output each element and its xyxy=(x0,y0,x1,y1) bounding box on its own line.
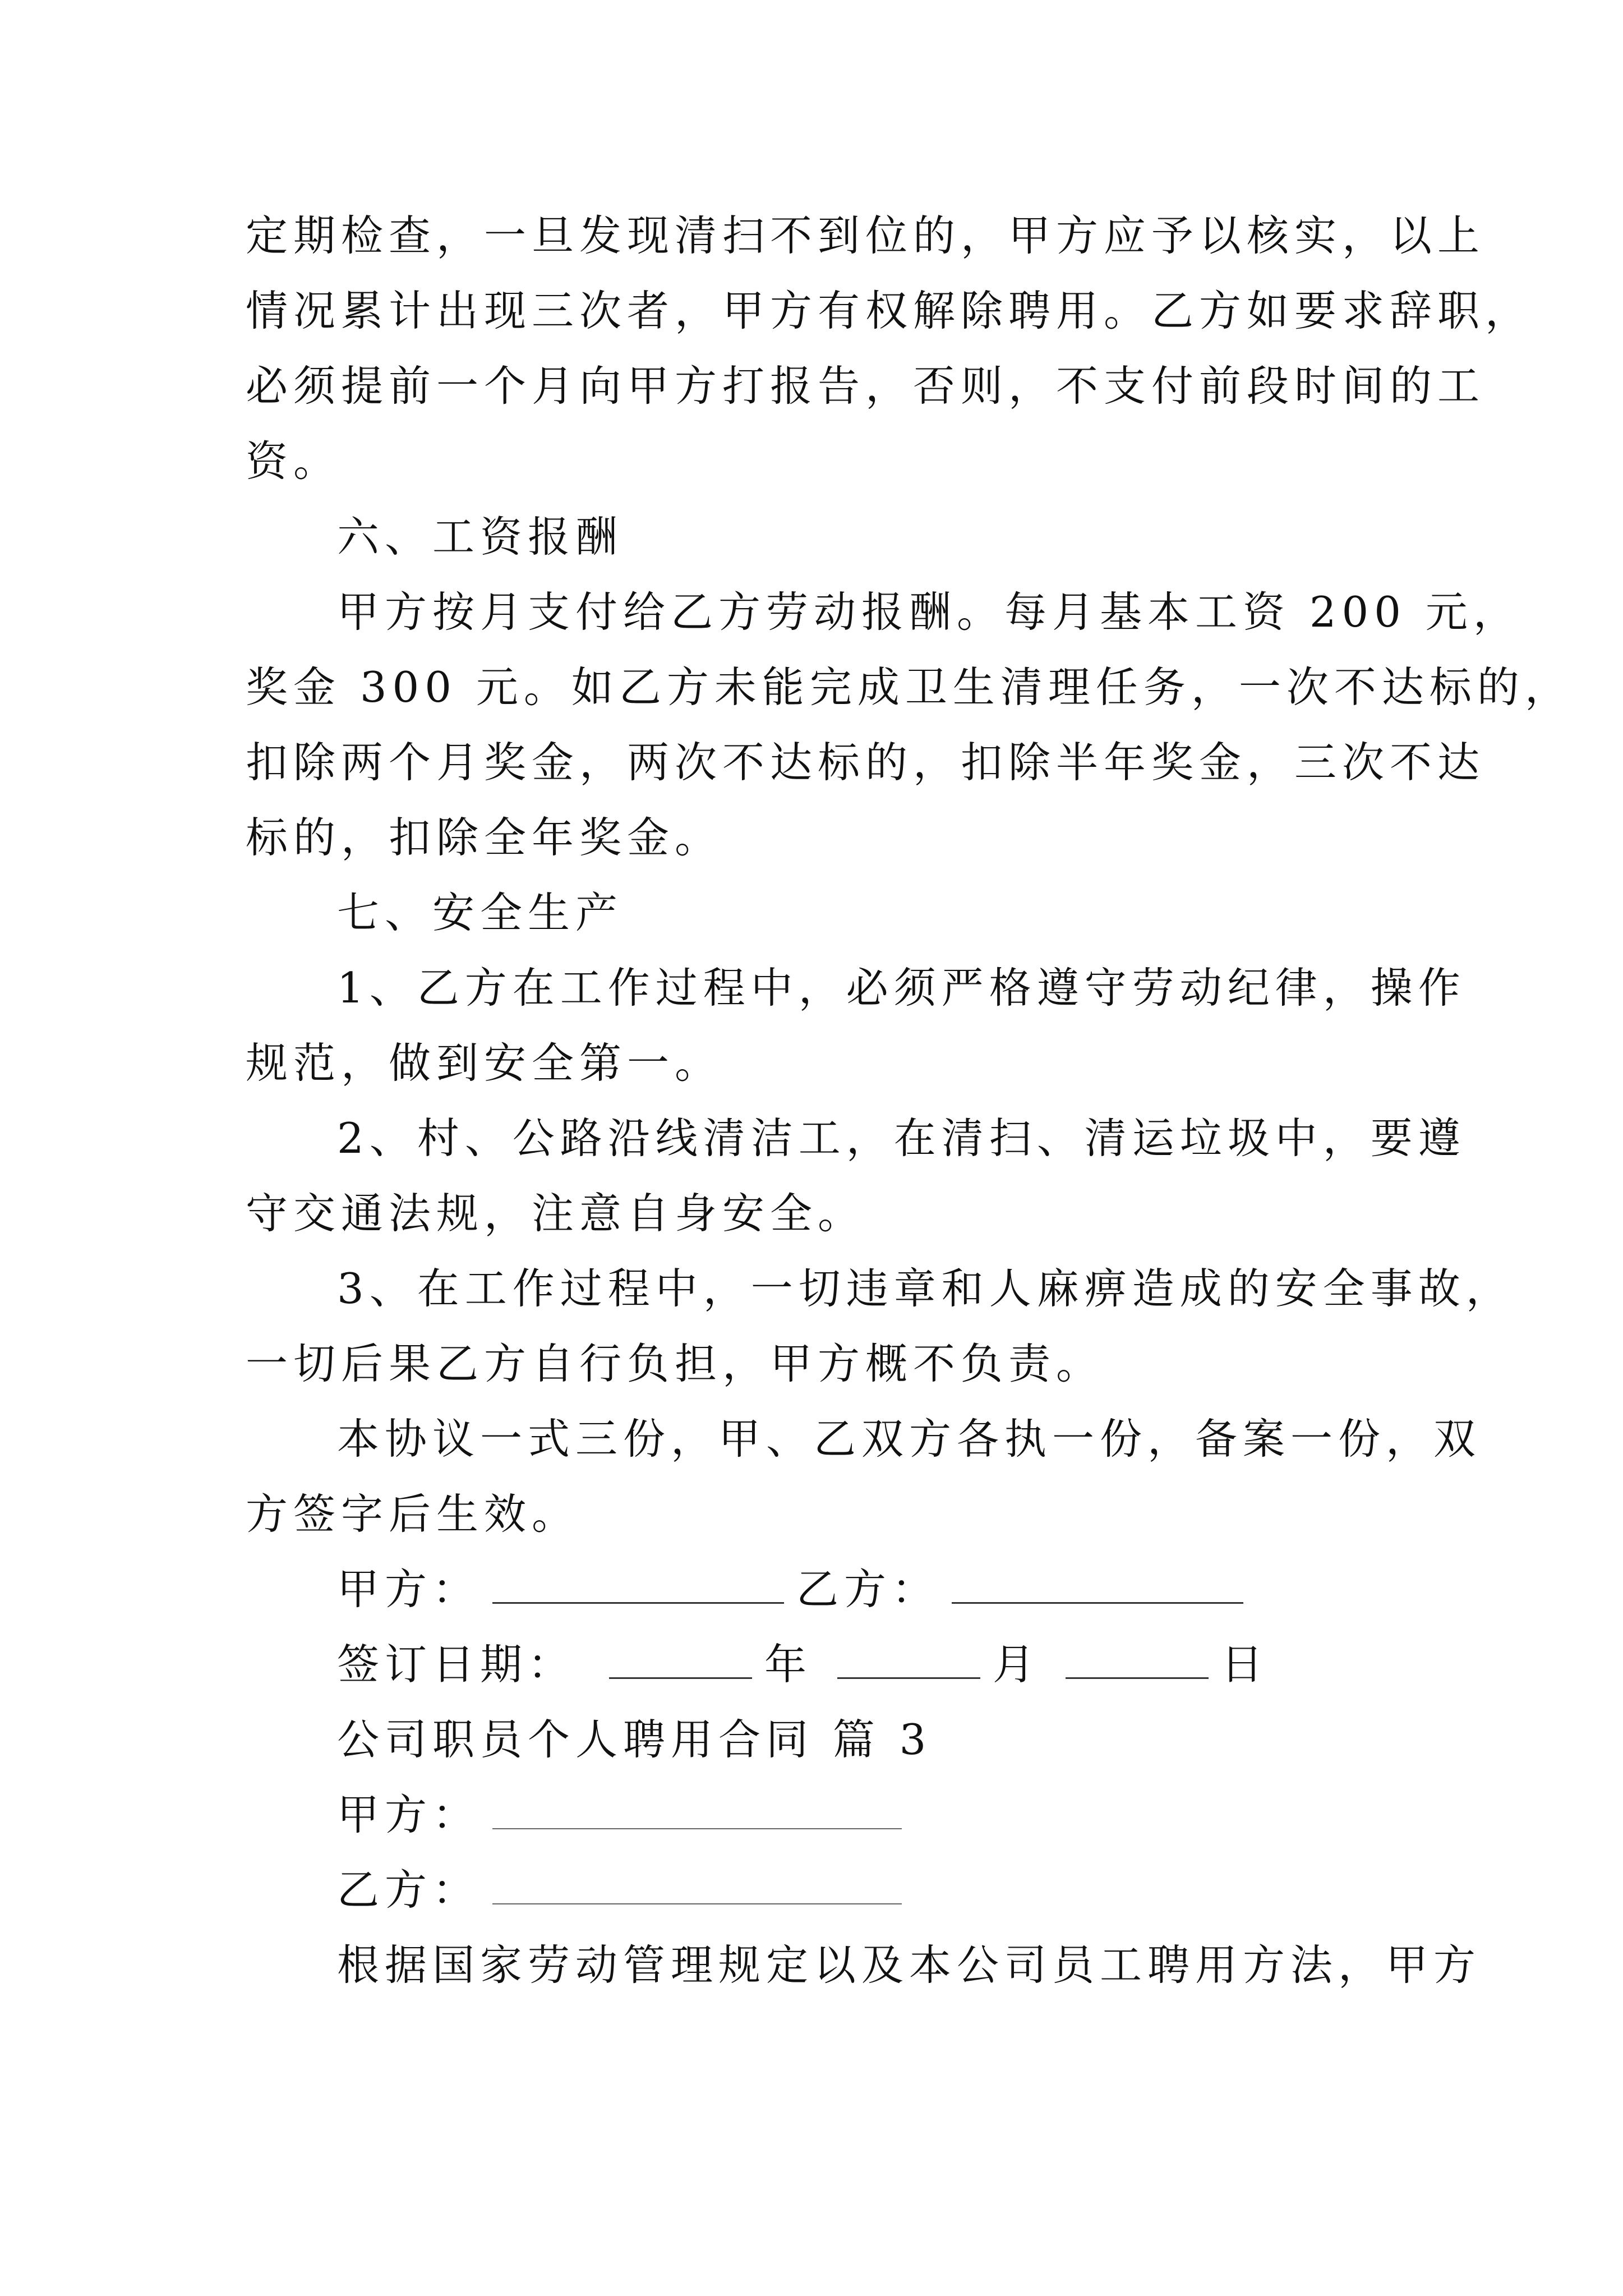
day-label: 日 xyxy=(1221,1640,1269,1689)
day-blank[interactable] xyxy=(1066,1642,1209,1679)
paragraph-line: 一切后果乙方自行负担，甲方概不负责。 xyxy=(246,1339,1104,1388)
paragraph-line: 必须提前一个月向甲方打报告，否则，不支付前段时间的工 xyxy=(246,361,1486,411)
month-blank[interactable] xyxy=(837,1642,980,1679)
paragraph-line: 本协议一式三份，甲、乙双方各执一份，备案一份，双 xyxy=(337,1414,1482,1464)
paragraph-line: 2、村、公路沿线清洁工，在清扫、清运垃圾中，要遵 xyxy=(337,1114,1466,1163)
paragraph-line: 情况累计出现三次者，甲方有权解除聘用。乙方如要求辞职， xyxy=(246,286,1533,335)
paragraph-line: 定期检查，一旦发现清扫不到位的，甲方应予以核实，以上 xyxy=(246,211,1486,260)
section-heading: 七、安全生产 xyxy=(337,888,624,937)
paragraph-line: 资。 xyxy=(246,436,342,486)
paragraph-line: 根据国家劳动管理规定以及本公司员工聘用方法，甲方 xyxy=(337,1940,1482,1990)
year-blank[interactable] xyxy=(609,1642,752,1679)
party-a-label: 甲方： xyxy=(337,1790,481,1839)
signature-parties-row xyxy=(337,1556,1256,1623)
party-b-blank[interactable] xyxy=(952,1567,1243,1604)
paragraph-line: 标的，扣除全年奖金。 xyxy=(246,813,723,862)
paragraph-line: 规范，做到安全第一。 xyxy=(246,1038,723,1088)
party-b-label: 乙方： xyxy=(337,1865,481,1915)
date-label: 签订日期： xyxy=(337,1640,576,1689)
party-a-blank[interactable] xyxy=(492,1793,902,1829)
paragraph-line: 甲方按月支付给乙方劳动报酬。每月基本工资 200 元， xyxy=(337,587,1521,637)
section-heading: 六、工资报酬 xyxy=(337,512,624,562)
paragraph-line: 方签字后生效。 xyxy=(246,1489,580,1539)
party-a-label: 甲方： xyxy=(337,1565,481,1614)
paragraph-line: 扣除两个月奖金，两次不达标的，扣除半年奖金，三次不达 xyxy=(246,738,1486,787)
party-a-row xyxy=(337,1781,914,1848)
party-b-label: 乙方： xyxy=(796,1565,940,1614)
month-label: 月 xyxy=(993,1640,1041,1689)
signature-date-row xyxy=(337,1631,1269,1698)
paragraph-line: 守交通法规，注意自身安全。 xyxy=(246,1189,866,1238)
party-b-row xyxy=(337,1856,914,1924)
party-a-blank[interactable] xyxy=(492,1567,784,1604)
paragraph-line: 1、乙方在工作过程中，必须严格遵守劳动纪律，操作 xyxy=(337,963,1466,1013)
party-b-blank[interactable] xyxy=(492,1869,902,1904)
paragraph-line: 3、在工作过程中，一切违章和人麻痹造成的安全事故， xyxy=(337,1264,1514,1313)
year-label: 年 xyxy=(764,1640,813,1689)
section-title: 公司职员个人聘用合同 篇 3 xyxy=(337,1715,932,1764)
paragraph-line: 奖金 300 元。如乙方未能完成卫生清理任务，一次不达标的， xyxy=(246,662,1573,712)
